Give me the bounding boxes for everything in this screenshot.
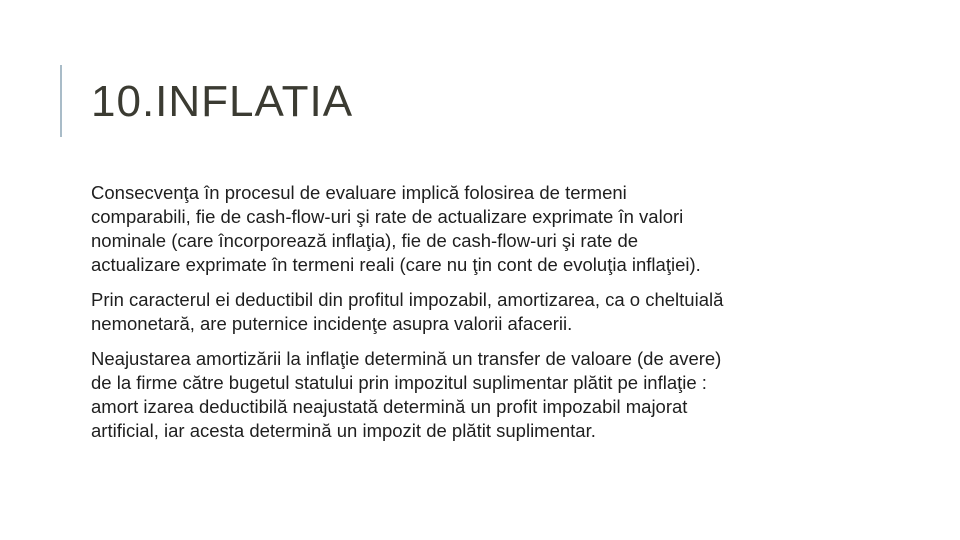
paragraph-consistency: Consecvenţa în procesul de evaluare implică folosirea de termeni comparabili, fie de cash-flow-uri şi rate de actualizare exprimate în valori nominale (care încorporează inflaţia), fie de cash-flow-uri şi rate de actualizare exprimate în termeni reali (care nu ţin cont de evoluţia inflaţiei). xyxy=(91,182,701,275)
slide-title: 10.INFLATIA xyxy=(91,77,354,126)
paragraph-value-transfer: Neajustarea amortizării la inflaţie determină un transfer de valoare (de avere) de la firme către bugetul statului prin impozitul suplimentar plătit pe inflaţie : amort izarea deductibilă neajustată determină un profit impozabil majorat artificial, iar acesta determină un impozit de plătit suplimentar. xyxy=(91,348,722,441)
slide-body xyxy=(91,181,881,454)
title-accent-bar xyxy=(60,65,62,137)
paragraph-depreciation: Prin caracterul ei deductibil din profitul impozabil, amortizarea, ca o cheltuială nemonetară, are puternice incidenţe asupra valorii afacerii. xyxy=(91,289,724,334)
